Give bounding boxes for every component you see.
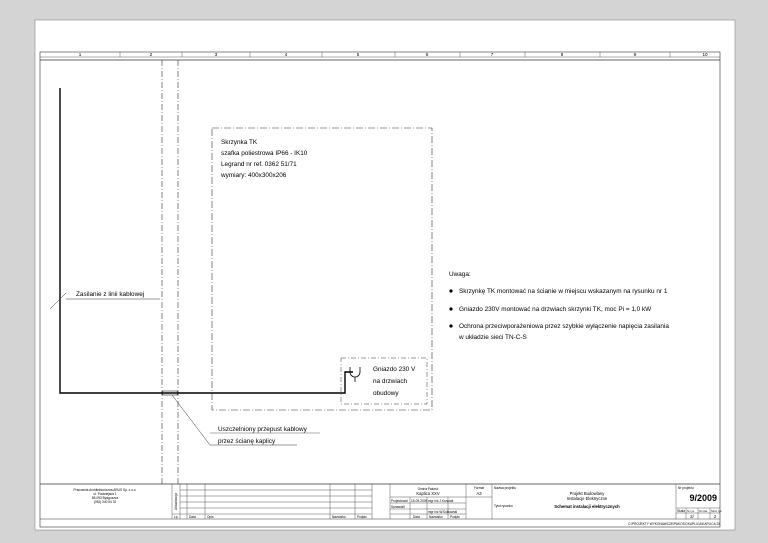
- tk-box-line2: Legrand nr ref. 0362 51/71: [221, 161, 297, 168]
- checker-name: mgr inż.W.Sołkowski: [428, 510, 458, 514]
- column-label: 3: [214, 52, 218, 57]
- project-no: 9/2009: [689, 493, 717, 503]
- paper: [35, 20, 735, 530]
- project-title-1: Projekt Budowlany: [569, 491, 605, 496]
- designer-role: Projektował: [391, 499, 408, 503]
- company-city: 85-093 Bydgoszcz: [91, 496, 119, 500]
- column-label: 5: [356, 52, 360, 57]
- company-name: Pracownia Architektoniczna ARUS Sp. z o.o.: [73, 488, 137, 492]
- socket-label-line3: obudowy: [373, 390, 399, 397]
- bullet: [449, 289, 452, 292]
- column-label: 9: [633, 52, 637, 57]
- designer-date: 15-09-2009: [411, 499, 428, 503]
- tk-box-title: Skrzynka TK: [221, 139, 258, 146]
- note-item: Skrzynkę TK montować na ścianie w miejscu wskazanym na rysunku nr 1: [459, 288, 668, 295]
- tk-box-line1: szafka poliestrowa IP66 - IK10: [221, 150, 308, 157]
- company-street: ul. Podwiejska 1: [93, 492, 117, 496]
- note-item-continuation: w układzie sieci TN-C-S: [459, 334, 527, 341]
- note-item: Ochrona przeciwporażeniowa przez szybkie wyłączenie napięcia zasilania: [459, 323, 669, 330]
- object-name: Kaplica XXV: [416, 491, 440, 496]
- note-item: Gniazdo 230V montować na drzwiach skrzynki TK, moc Pi = 1,0 kW: [459, 306, 652, 313]
- socket-label-line2: na drzwiach: [373, 378, 408, 385]
- tk-box-line3: wymiary: 400x300x206: [221, 172, 287, 179]
- column-label: 1: [78, 52, 82, 57]
- company-phone: (052) 340 54 32: [93, 500, 117, 504]
- drawing-no-label: Nr rys.: [687, 510, 695, 513]
- aktualizacja-label: Aktualizacja: [174, 492, 178, 510]
- checker-role: Sprawdził: [391, 505, 405, 509]
- drawing-title: Schemat instalacji elektrycznych: [554, 504, 620, 509]
- col-nazwisko: Nazwisko: [429, 515, 443, 519]
- rev-col-opis: Opis: [207, 515, 214, 519]
- rev-col-date: Data: [189, 515, 196, 519]
- socket-label-line1: Gniazdo 230 V: [373, 366, 416, 373]
- column-label: 2: [149, 52, 153, 57]
- scale-label: Skala: [677, 509, 685, 513]
- rev-col-nazwisko: Nazwisko: [332, 515, 346, 519]
- project-no-label: Nr projektu: [678, 486, 694, 490]
- column-label: 10: [702, 52, 708, 57]
- investor-name: Gmina Pakość: [417, 487, 439, 491]
- gland-label-line1: Uszczelniony przepust kablowy: [218, 426, 307, 433]
- rev-col-lp: Lp.: [174, 515, 179, 519]
- gland-label-line2: przez ścianę kaplicy: [218, 438, 276, 445]
- sheets-label: Stron rys.: [711, 510, 723, 513]
- column-label: 8: [560, 52, 564, 57]
- drawing-no: 2/: [690, 514, 694, 519]
- column-label: 7: [490, 52, 494, 57]
- column-label: 4: [284, 52, 288, 57]
- feed-label: Zasilanie z linii kablowej: [76, 291, 145, 298]
- designer-name: mgr inż.J.Kurczak: [428, 499, 454, 503]
- format-label: Format: [473, 486, 485, 490]
- col-data: Data: [413, 515, 420, 519]
- format-value: A3: [476, 491, 482, 496]
- sheets-count: 2: [713, 514, 717, 519]
- col-podpis: Podpis: [450, 515, 460, 519]
- sheet-no-label: Nr rewi.: [699, 510, 708, 513]
- column-label: 6: [425, 52, 429, 57]
- notes-heading: Uwaga:: [449, 271, 471, 278]
- bullet: [449, 324, 452, 327]
- drawing-type-label: Tytuł rysunku: [494, 504, 513, 508]
- bullet: [449, 307, 452, 310]
- project-title-2: Instalacje Elektryczne: [566, 496, 608, 501]
- project-label: Nazwa projektu: [494, 486, 516, 490]
- rev-col-podpis: Podpis: [357, 515, 367, 519]
- file-path: C:\PROJEKTY WYKONAWCZE\PAKOSC\KAPLICA\KAPLICA 25: [627, 522, 720, 526]
